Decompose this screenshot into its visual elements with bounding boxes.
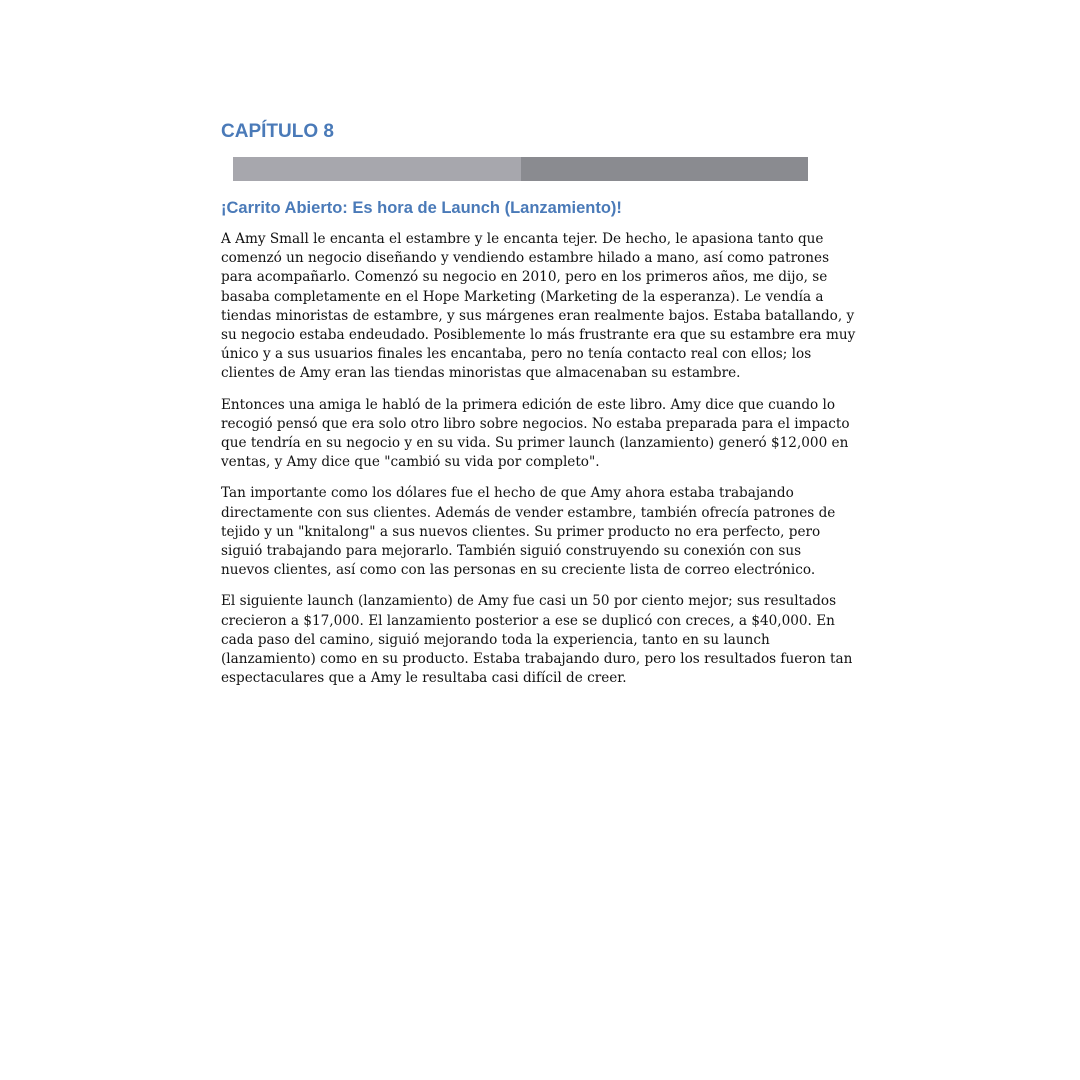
paragraph <box>221 484 866 580</box>
chapter-content <box>221 118 866 687</box>
text-line: nuevos clientes, así como con las personas en su creciente lista de correo electrónico. <box>221 562 816 579</box>
text-line: crecieron a $17,000. El lanzamiento posterior a ese se duplicó con creces, a $40,000. En <box>221 612 835 629</box>
text-line: cada paso del camino, siguió mejorando toda la experiencia, tanto en su launch <box>221 631 770 648</box>
chapter-title: CAPÍTULO 8 <box>221 121 334 142</box>
text-line: directamente con sus clientes. Además de vender estambre, también ofrecía patrones de <box>221 504 836 521</box>
text-line: Tan importante como los dólares fue el hecho de que Amy ahora estaba trabajando <box>221 485 794 502</box>
section-title: ¡Carrito Abierto: Es hora de Launch (Lanzamiento)! <box>221 199 622 217</box>
text-line: recogió pensó que era solo otro libro sobre negocios. No estaba preparada para el impacto <box>221 415 850 432</box>
text-line: Entonces una amiga le habló de la primera edición de este libro. Amy dice que cuando lo <box>221 396 836 413</box>
text-line: para acompañarlo. Comenzó su negocio en 2010, pero en los primeros años, me dijo, se <box>221 269 828 286</box>
text-line: A Amy Small le encanta el estambre y le encanta tejer. De hecho, le apasiona tanto que <box>221 231 824 247</box>
paragraph <box>221 230 866 384</box>
text-line: ventas, y Amy dice que "cambió su vida por completo". <box>221 454 600 471</box>
text-line: siguió trabajando para mejorarlo. También siguió construyendo su conexión con sus <box>221 543 802 560</box>
paragraph <box>221 396 866 473</box>
text-line: comenzó un negocio diseñando y vendiendo estambre hilado a mano, así como patrones <box>221 250 830 267</box>
divider-bar-left <box>233 157 521 181</box>
body-text <box>221 230 866 700</box>
text-line: basaba completamente en el Hope Marketing (Marketing de la esperanza). Le vendía a <box>221 288 824 305</box>
text-line: clientes de Amy eran las tiendas minoristas que almacenaban su estambre. <box>221 365 741 382</box>
text-line: que tendría en su negocio y en su vida. Su primer launch (lanzamiento) generó $12,000 en <box>221 435 849 452</box>
chapter-divider-bar <box>233 157 808 181</box>
divider-bar-right <box>521 157 808 181</box>
text-line: espectaculares que a Amy le resultaba casi difícil de creer. <box>221 670 627 687</box>
text-line: tiendas minoristas de estambre, y sus márgenes eran realmente bajos. Estaba batallando, y <box>221 307 855 324</box>
text-line: El siguiente launch (lanzamiento) de Amy fue casi un 50 por ciento mejor; sus resultados <box>221 593 837 610</box>
text-line: su negocio estaba endeudado. Posiblemente lo más frustrante era que su estambre era muy <box>221 327 856 344</box>
text-line: único y a sus usuarios finales les encantaba, pero no tenía contacto real con ellos; los <box>221 346 812 363</box>
text-line: tejido y un "knitalong" a sus nuevos clientes. Su primer producto no era perfecto, pero <box>221 523 821 540</box>
text-line: (lanzamiento) como en su producto. Estaba trabajando duro, pero los resultados fueron tan <box>221 651 853 668</box>
paragraph <box>221 592 866 688</box>
